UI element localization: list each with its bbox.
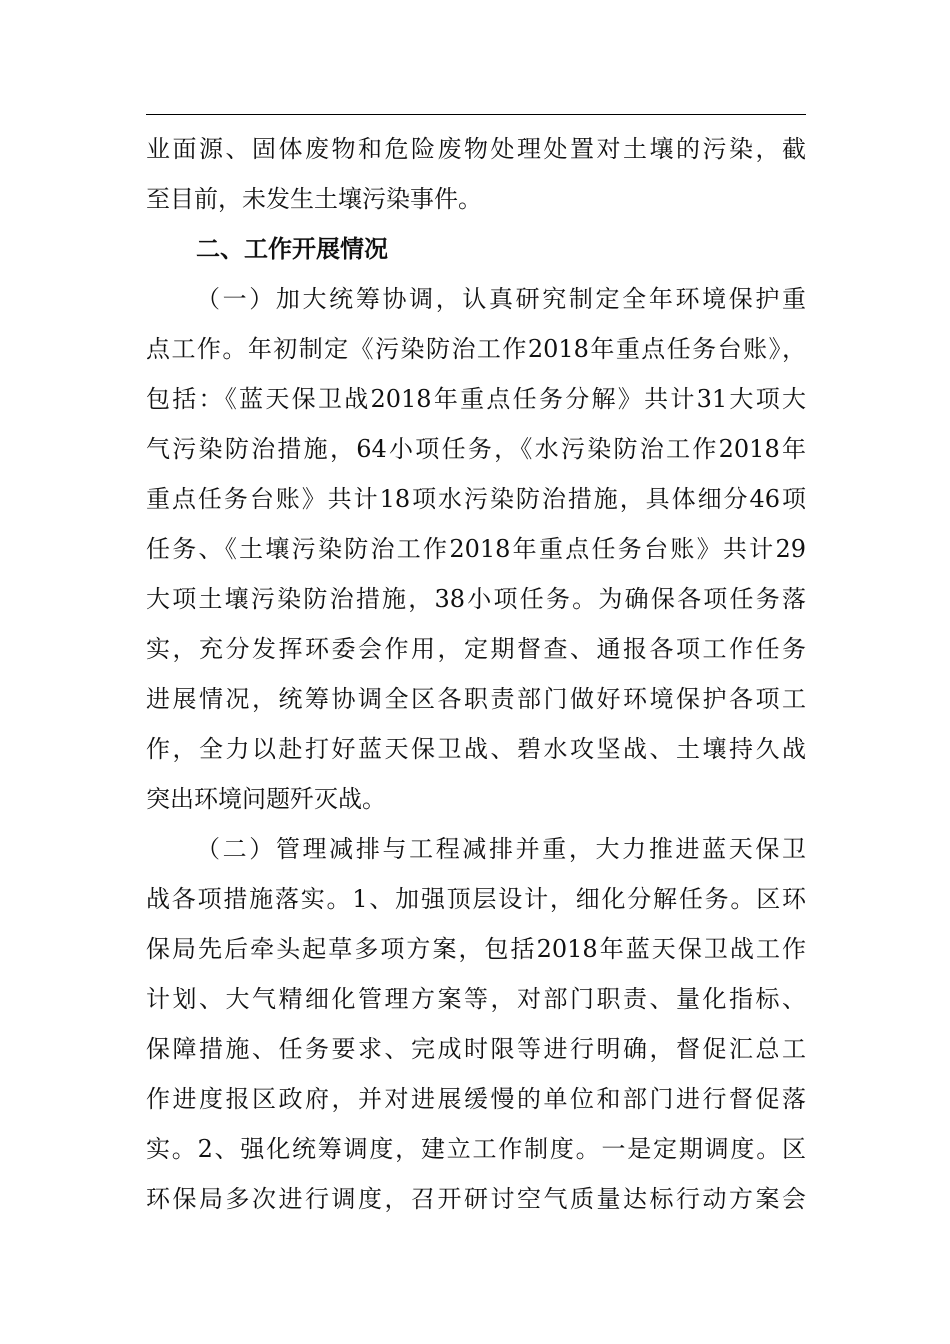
body-line: 作进度报区政府，并对进展缓慢的单位和部门进行督促落 <box>146 1085 806 1113</box>
body-line: 环保局多次进行调度，召开研讨空气质量达标行动方案会 <box>146 1185 806 1213</box>
body-line: 包括：《蓝天保卫战2018年重点任务分解》共计31大项大 <box>146 385 806 413</box>
body-line: 实，充分发挥环委会作用，定期督查、通报各项工作任务 <box>146 635 806 663</box>
body-line: 重点任务台账》共计18项水污染防治措施，具体细分46项 <box>146 485 806 513</box>
body-line: 计划、大气精细化管理方案等，对部门职责、量化指标、 <box>146 985 806 1013</box>
body-line: 保障措施、任务要求、完成时限等进行明确，督促汇总工 <box>146 1035 806 1063</box>
body-line: 大项土壤污染防治措施，38小项任务。为确保各项任务落 <box>146 585 806 613</box>
document-body <box>146 124 806 1224</box>
body-line: 进展情况，统筹协调全区各职责部门做好环境保护各项工 <box>146 685 806 713</box>
body-line: 点工作。年初制定《污染防治工作2018年重点任务台账》， <box>146 335 806 363</box>
paragraph-first-line: （二）管理减排与工程减排并重，大力推进蓝天保卫 <box>196 835 806 863</box>
body-line: 突出环境问题歼灭战。 <box>146 785 386 813</box>
body-line: 作，全力以赴打好蓝天保卫战、碧水攻坚战、土壤持久战 <box>146 735 806 763</box>
paragraph-first-line: （一）加大统筹协调，认真研究制定全年环境保护重 <box>196 285 806 313</box>
body-line: 保局先后牵头起草多项方案，包括2018年蓝天保卫战工作 <box>146 935 806 963</box>
body-line: 任务、《土壤污染防治工作2018年重点任务台账》共计29 <box>146 535 806 563</box>
body-line: 战各项措施落实。1、加强顶层设计，细化分解任务。区环 <box>146 885 806 913</box>
header-rule <box>146 114 806 115</box>
section-heading: 二、工作开展情况 <box>196 235 388 263</box>
body-line: 至目前，未发生土壤污染事件。 <box>146 185 482 213</box>
body-line: 气污染防治措施，64小项任务，《水污染防治工作2018年 <box>146 435 806 463</box>
body-line: 业面源、固体废物和危险废物处理处置对土壤的污染，截 <box>146 135 806 163</box>
body-line: 实。2、强化统筹调度，建立工作制度。一是定期调度。区 <box>146 1135 806 1163</box>
